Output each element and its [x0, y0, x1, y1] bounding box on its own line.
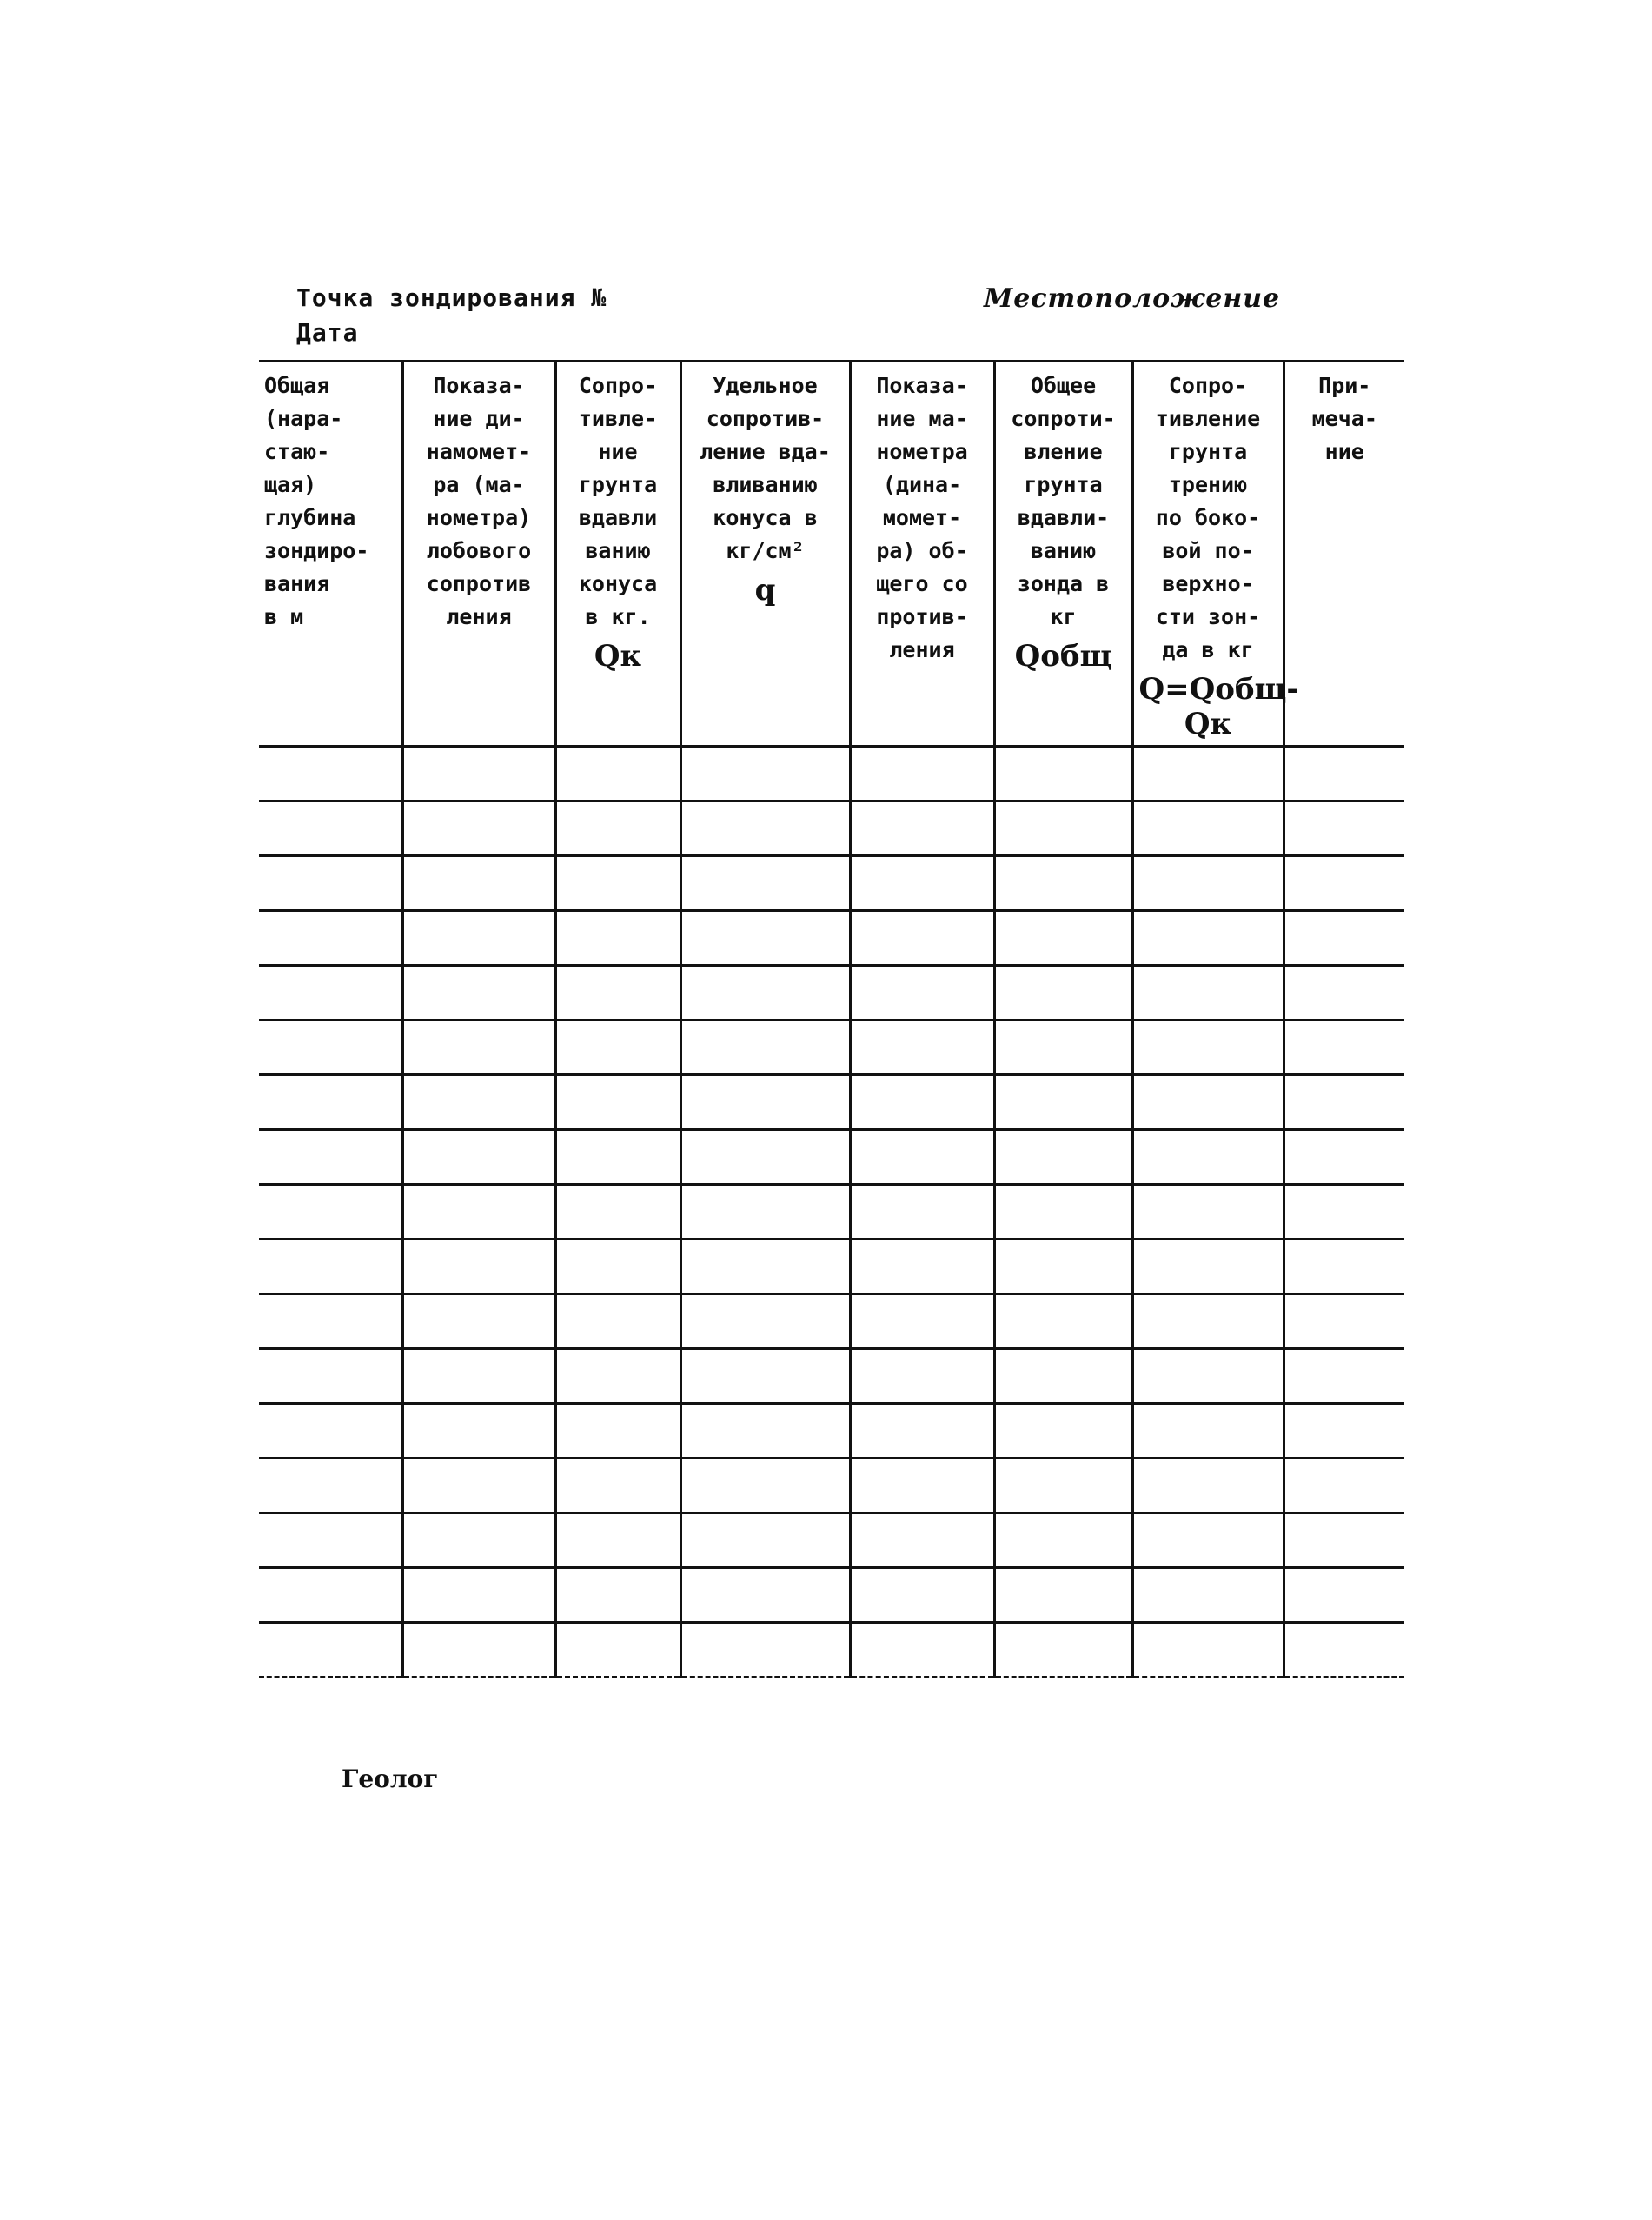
- geologist-signature-label: Геолог: [342, 1765, 439, 1793]
- table-cell[interactable]: [259, 1020, 402, 1075]
- table-row: [259, 966, 1404, 1020]
- table-cell[interactable]: [994, 1185, 1132, 1240]
- table-cell[interactable]: [680, 1185, 850, 1240]
- table-cell[interactable]: [850, 1404, 994, 1459]
- table-row: [259, 1349, 1404, 1404]
- table-row: [259, 856, 1404, 911]
- table-row: [259, 1130, 1404, 1185]
- table-cell[interactable]: [994, 1130, 1132, 1185]
- table-cell[interactable]: [680, 1459, 850, 1513]
- table-cell[interactable]: [1132, 856, 1284, 911]
- table-cell[interactable]: [680, 911, 850, 966]
- table-cell[interactable]: [1284, 911, 1404, 966]
- table-cell[interactable]: [259, 1240, 402, 1294]
- table-cell[interactable]: [259, 1185, 402, 1240]
- table-cell[interactable]: [850, 1294, 994, 1349]
- table-cell[interactable]: [1132, 1459, 1284, 1513]
- table-cell[interactable]: [555, 1294, 680, 1349]
- table-row: [259, 1185, 1404, 1240]
- table-cell[interactable]: [1284, 1185, 1404, 1240]
- table-row: [259, 747, 1404, 801]
- table-cell[interactable]: [1132, 1130, 1284, 1185]
- table-cell[interactable]: [402, 1294, 555, 1349]
- table-cell[interactable]: [1284, 856, 1404, 911]
- table-cell[interactable]: [555, 966, 680, 1020]
- table-cell[interactable]: [1132, 801, 1284, 856]
- table-cell[interactable]: [680, 1130, 850, 1185]
- col-header-dynamometer-frontal: Показа- ние ди- намомет- ра (ма- нометра) лобового сопротив ления: [402, 362, 555, 747]
- table-cell[interactable]: [850, 966, 994, 1020]
- table-cell[interactable]: [1132, 966, 1284, 1020]
- table-cell[interactable]: [555, 911, 680, 966]
- table-cell[interactable]: [850, 1459, 994, 1513]
- table-cell[interactable]: [1132, 1185, 1284, 1240]
- table-cell[interactable]: [1132, 1020, 1284, 1075]
- table-cell[interactable]: [680, 1075, 850, 1130]
- table-cell[interactable]: [994, 1459, 1132, 1513]
- table-cell[interactable]: [555, 801, 680, 856]
- table-cell[interactable]: [259, 1623, 402, 1678]
- table-cell[interactable]: [259, 856, 402, 911]
- table-cell[interactable]: [555, 1349, 680, 1404]
- table-cell[interactable]: [850, 1568, 994, 1623]
- table-cell[interactable]: [555, 1130, 680, 1185]
- col-header-cone-resistance: Сопро- тивле- ние грунта вдавли ванию конуса в кг. Qк: [555, 362, 680, 747]
- table-cell[interactable]: [850, 1020, 994, 1075]
- table-cell[interactable]: [402, 1349, 555, 1404]
- table-row: [259, 1294, 1404, 1349]
- table-row: [259, 1513, 1404, 1568]
- table-cell[interactable]: [850, 801, 994, 856]
- table-cell[interactable]: [555, 1513, 680, 1568]
- table-cell[interactable]: [850, 1075, 994, 1130]
- table-cell[interactable]: [402, 1623, 555, 1678]
- table-cell[interactable]: [994, 1568, 1132, 1623]
- table-cell[interactable]: [994, 801, 1132, 856]
- table-header-row: [259, 362, 1404, 747]
- table-cell[interactable]: [1284, 1623, 1404, 1678]
- table-cell[interactable]: [1284, 747, 1404, 801]
- table-cell[interactable]: [994, 1075, 1132, 1130]
- table-cell[interactable]: [259, 801, 402, 856]
- table-cell[interactable]: [259, 1513, 402, 1568]
- table-cell[interactable]: [402, 1185, 555, 1240]
- table-cell[interactable]: [259, 911, 402, 966]
- table-cell[interactable]: [994, 747, 1132, 801]
- table-cell[interactable]: [994, 966, 1132, 1020]
- table-cell[interactable]: [402, 911, 555, 966]
- table-cell[interactable]: [555, 747, 680, 801]
- table-cell[interactable]: [259, 1404, 402, 1459]
- table-cell[interactable]: [402, 1568, 555, 1623]
- table-cell[interactable]: [1284, 966, 1404, 1020]
- table-cell[interactable]: [1284, 1130, 1404, 1185]
- col-header-side-friction: Сопро- тивление грунта трению по боко- вой по- верхно- сти зон- да в кг Q=Qобщ-Qк: [1132, 362, 1284, 747]
- table-cell[interactable]: [1284, 1075, 1404, 1130]
- table-cell[interactable]: [555, 1075, 680, 1130]
- table-cell[interactable]: [402, 1130, 555, 1185]
- table-cell[interactable]: [555, 1568, 680, 1623]
- table-cell[interactable]: [680, 1294, 850, 1349]
- table-cell[interactable]: [259, 747, 402, 801]
- table-cell[interactable]: [259, 1349, 402, 1404]
- table-row: [259, 1623, 1404, 1678]
- table-cell[interactable]: [680, 1349, 850, 1404]
- table-cell[interactable]: [402, 1513, 555, 1568]
- table-cell[interactable]: [850, 1185, 994, 1240]
- table-cell[interactable]: [1132, 1240, 1284, 1294]
- table-cell[interactable]: [259, 1075, 402, 1130]
- table-cell[interactable]: [1132, 747, 1284, 801]
- table-cell[interactable]: [402, 856, 555, 911]
- table-cell[interactable]: [680, 1020, 850, 1075]
- table-row: [259, 1020, 1404, 1075]
- table-cell[interactable]: [680, 856, 850, 911]
- table-cell[interactable]: [994, 1513, 1132, 1568]
- table-cell[interactable]: [259, 1130, 402, 1185]
- table-cell[interactable]: [994, 1240, 1132, 1294]
- table-row: [259, 911, 1404, 966]
- table-cell[interactable]: [1132, 1513, 1284, 1568]
- table-cell[interactable]: [259, 1294, 402, 1349]
- table-cell[interactable]: [850, 1623, 994, 1678]
- table-cell[interactable]: [680, 747, 850, 801]
- table-cell[interactable]: [402, 1404, 555, 1459]
- table-cell[interactable]: [1132, 1623, 1284, 1678]
- table-cell[interactable]: [680, 1513, 850, 1568]
- table-cell[interactable]: [402, 966, 555, 1020]
- table-cell[interactable]: [1284, 1568, 1404, 1623]
- table-row: [259, 1240, 1404, 1294]
- table-cell[interactable]: [1284, 1404, 1404, 1459]
- table-cell[interactable]: [1132, 1349, 1284, 1404]
- table-cell[interactable]: [1284, 1240, 1404, 1294]
- table-cell[interactable]: [1284, 1349, 1404, 1404]
- table-cell[interactable]: [994, 1404, 1132, 1459]
- table-row: [259, 1568, 1404, 1623]
- table-cell[interactable]: [555, 856, 680, 911]
- table-cell[interactable]: [850, 747, 994, 801]
- table-cell[interactable]: [680, 1568, 850, 1623]
- table-cell[interactable]: [994, 1020, 1132, 1075]
- table-cell[interactable]: [1284, 1459, 1404, 1513]
- table-cell[interactable]: [850, 1130, 994, 1185]
- table-cell[interactable]: [1132, 1568, 1284, 1623]
- table-cell[interactable]: [1284, 1513, 1404, 1568]
- col-header-specific-resistance: Удельное сопротив- ление вда- вливанию конуса в кг/см² q: [680, 362, 850, 747]
- table-cell[interactable]: [1284, 1020, 1404, 1075]
- table-cell[interactable]: [402, 1459, 555, 1513]
- table-cell[interactable]: [994, 1623, 1132, 1678]
- table-cell[interactable]: [1132, 1294, 1284, 1349]
- table-cell[interactable]: [259, 966, 402, 1020]
- table-cell[interactable]: [680, 1623, 850, 1678]
- sounding-log-table: [259, 360, 1404, 1678]
- table-cell[interactable]: [850, 1513, 994, 1568]
- table-cell[interactable]: [850, 1349, 994, 1404]
- table-cell[interactable]: [1132, 911, 1284, 966]
- table-cell[interactable]: [1284, 801, 1404, 856]
- table-cell[interactable]: [259, 1459, 402, 1513]
- table-cell[interactable]: [994, 1294, 1132, 1349]
- table-row: [259, 1075, 1404, 1130]
- date-label: Дата: [296, 318, 359, 347]
- table-cell[interactable]: [259, 1568, 402, 1623]
- table-cell[interactable]: [680, 801, 850, 856]
- table-cell[interactable]: [1132, 1404, 1284, 1459]
- table-row: [259, 801, 1404, 856]
- table-row: [259, 1404, 1404, 1459]
- col-header-manometer-total: Показа- ние ма- нометра (дина- момет- ра) об- щего со против- ления: [850, 362, 994, 747]
- table-cell[interactable]: [1132, 1075, 1284, 1130]
- table-cell[interactable]: [994, 911, 1132, 966]
- table-cell[interactable]: [680, 1404, 850, 1459]
- table-cell[interactable]: [994, 1349, 1132, 1404]
- table-body: [259, 747, 1404, 1678]
- location-label: Местоположение: [984, 283, 1281, 314]
- col-header-notes: При- меча- ние: [1284, 362, 1404, 747]
- table-cell[interactable]: [402, 801, 555, 856]
- table-cell[interactable]: [850, 856, 994, 911]
- table-cell[interactable]: [402, 1240, 555, 1294]
- table-row: [259, 1459, 1404, 1513]
- col-header-total-resistance: Общее сопроти- вление грунта вдавли- ванию зонда в кг Qобщ: [994, 362, 1132, 747]
- table-cell[interactable]: [680, 966, 850, 1020]
- table-cell[interactable]: [402, 1020, 555, 1075]
- table-cell[interactable]: [1284, 1294, 1404, 1349]
- sounding-point-label: Точка зондирования №: [296, 283, 607, 312]
- col-header-depth: Общая (нара- стаю- щая) глубина зондиро- вания в м: [259, 362, 402, 747]
- table-cell[interactable]: [555, 1623, 680, 1678]
- table-cell[interactable]: [555, 1020, 680, 1075]
- table-cell[interactable]: [850, 1240, 994, 1294]
- table-cell[interactable]: [555, 1185, 680, 1240]
- table-cell[interactable]: [680, 1240, 850, 1294]
- table-cell[interactable]: [555, 1459, 680, 1513]
- table-cell[interactable]: [994, 856, 1132, 911]
- table-cell[interactable]: [402, 1075, 555, 1130]
- table-cell[interactable]: [402, 747, 555, 801]
- table-cell[interactable]: [555, 1404, 680, 1459]
- table-cell[interactable]: [555, 1240, 680, 1294]
- table-cell[interactable]: [850, 911, 994, 966]
